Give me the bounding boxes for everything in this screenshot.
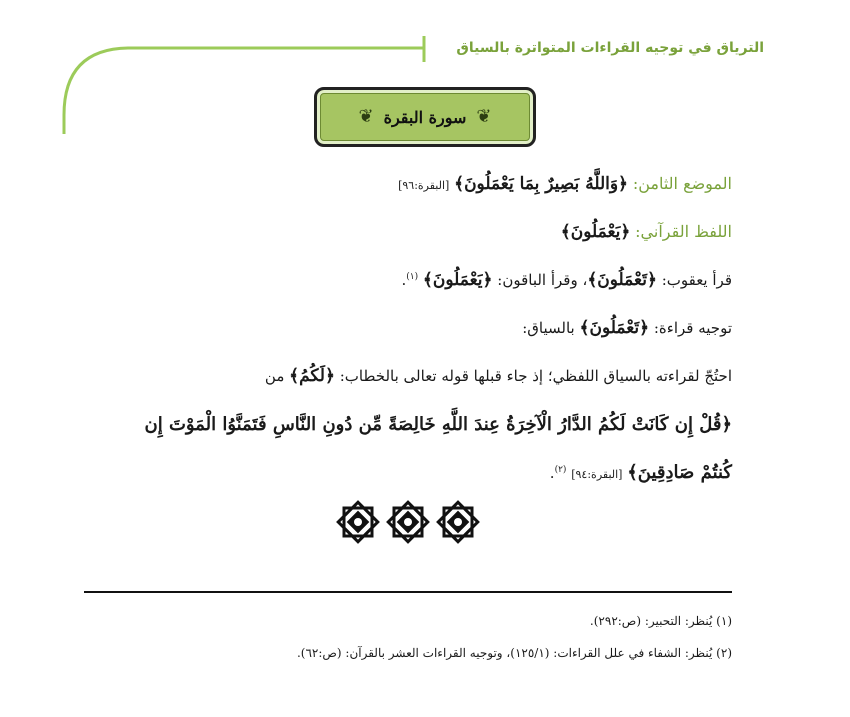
- quranic-word: ﴿يَعْمَلُونَ﴾: [560, 222, 631, 242]
- star-ornament-icon: [336, 500, 380, 544]
- reading-yaqub: ﴿تَعْمَلُونَ﴾: [587, 270, 657, 290]
- footnote-1: (١) يُنظر: التحبير: (ص:٢٩٢).: [589, 614, 732, 628]
- verse-line-end: [550, 462, 732, 484]
- verse-text-part2: كُنتُمْ صَادِقِينَ﴾: [627, 462, 732, 483]
- quranic-word-label: اللفظ القرآني:: [635, 222, 732, 241]
- star-ornament-icon: [436, 500, 480, 544]
- readings-middle: ، وقرأ الباقون:: [497, 271, 588, 289]
- star-ornament-icon: [386, 500, 430, 544]
- surah-title: سورة البقرة: [383, 107, 467, 127]
- argument-text: احتُجّ لقراءته بالسياق اللفظي؛ إذ جاء قبلها قوله تعالى بالخطاب:: [339, 367, 732, 385]
- argument-line: [265, 366, 732, 386]
- verse-text: ﴿وَاللَّهُ بَصِيرٌ بِمَا يَعْمَلُونَ﴾: [454, 174, 629, 194]
- direction-end: بالسياق:: [522, 319, 575, 337]
- reading-direction-line: [522, 318, 732, 338]
- ornament-right-icon: ❦: [476, 106, 492, 127]
- reading-others: ﴿يَعْمَلُونَ﴾: [422, 270, 493, 290]
- line-end: .: [401, 271, 407, 289]
- surah-title-box: [314, 87, 536, 147]
- section-divider-ornament: [336, 500, 480, 544]
- verse-reference: [البقرة:٩٦]: [398, 179, 450, 192]
- verse-reference-2: [البقرة:٩٤]: [571, 468, 623, 481]
- position-label: الموضع الثامن:: [632, 174, 732, 193]
- line-end-2: .: [549, 464, 555, 482]
- position-line: [398, 174, 732, 194]
- footnote-mark-2[interactable]: (٢): [554, 465, 567, 475]
- readings-line: [401, 270, 732, 290]
- direction-intro: توجيه قراءة:: [653, 319, 732, 337]
- readings-intro: قرأ يعقوب:: [661, 271, 732, 289]
- ornament-left-icon: ❦: [358, 106, 374, 127]
- argument-word: ﴿لَكُمُ﴾: [289, 366, 335, 386]
- argument-end: من: [264, 367, 285, 385]
- direction-word: ﴿تَعْمَلُونَ﴾: [579, 318, 650, 338]
- quranic-word-line: [561, 222, 732, 242]
- running-title: الترياق في توجيه القراءات المتواترة بالسياق: [456, 40, 764, 56]
- footnote-divider: [84, 591, 732, 593]
- footnote-2: (٢) يُنظر: الشفاء في علل القراءات: (١٢٥/١)، وتوجيه القراءات العشر بالقرآن: (ص:٦٢).: [296, 646, 732, 660]
- verse-text-part1: ﴿قُلْ إِن كَانَتْ لَكُمُ الدَّارُ الْآخِرَةُ عِندَ اللَّهِ خَالِصَةً مِّن دُونِ النَّاسِ فَتَمَنَّوُا الْمَوْتَ إِن: [144, 414, 732, 435]
- footnote-mark-1[interactable]: (١): [406, 272, 419, 282]
- verse-line: [144, 414, 732, 436]
